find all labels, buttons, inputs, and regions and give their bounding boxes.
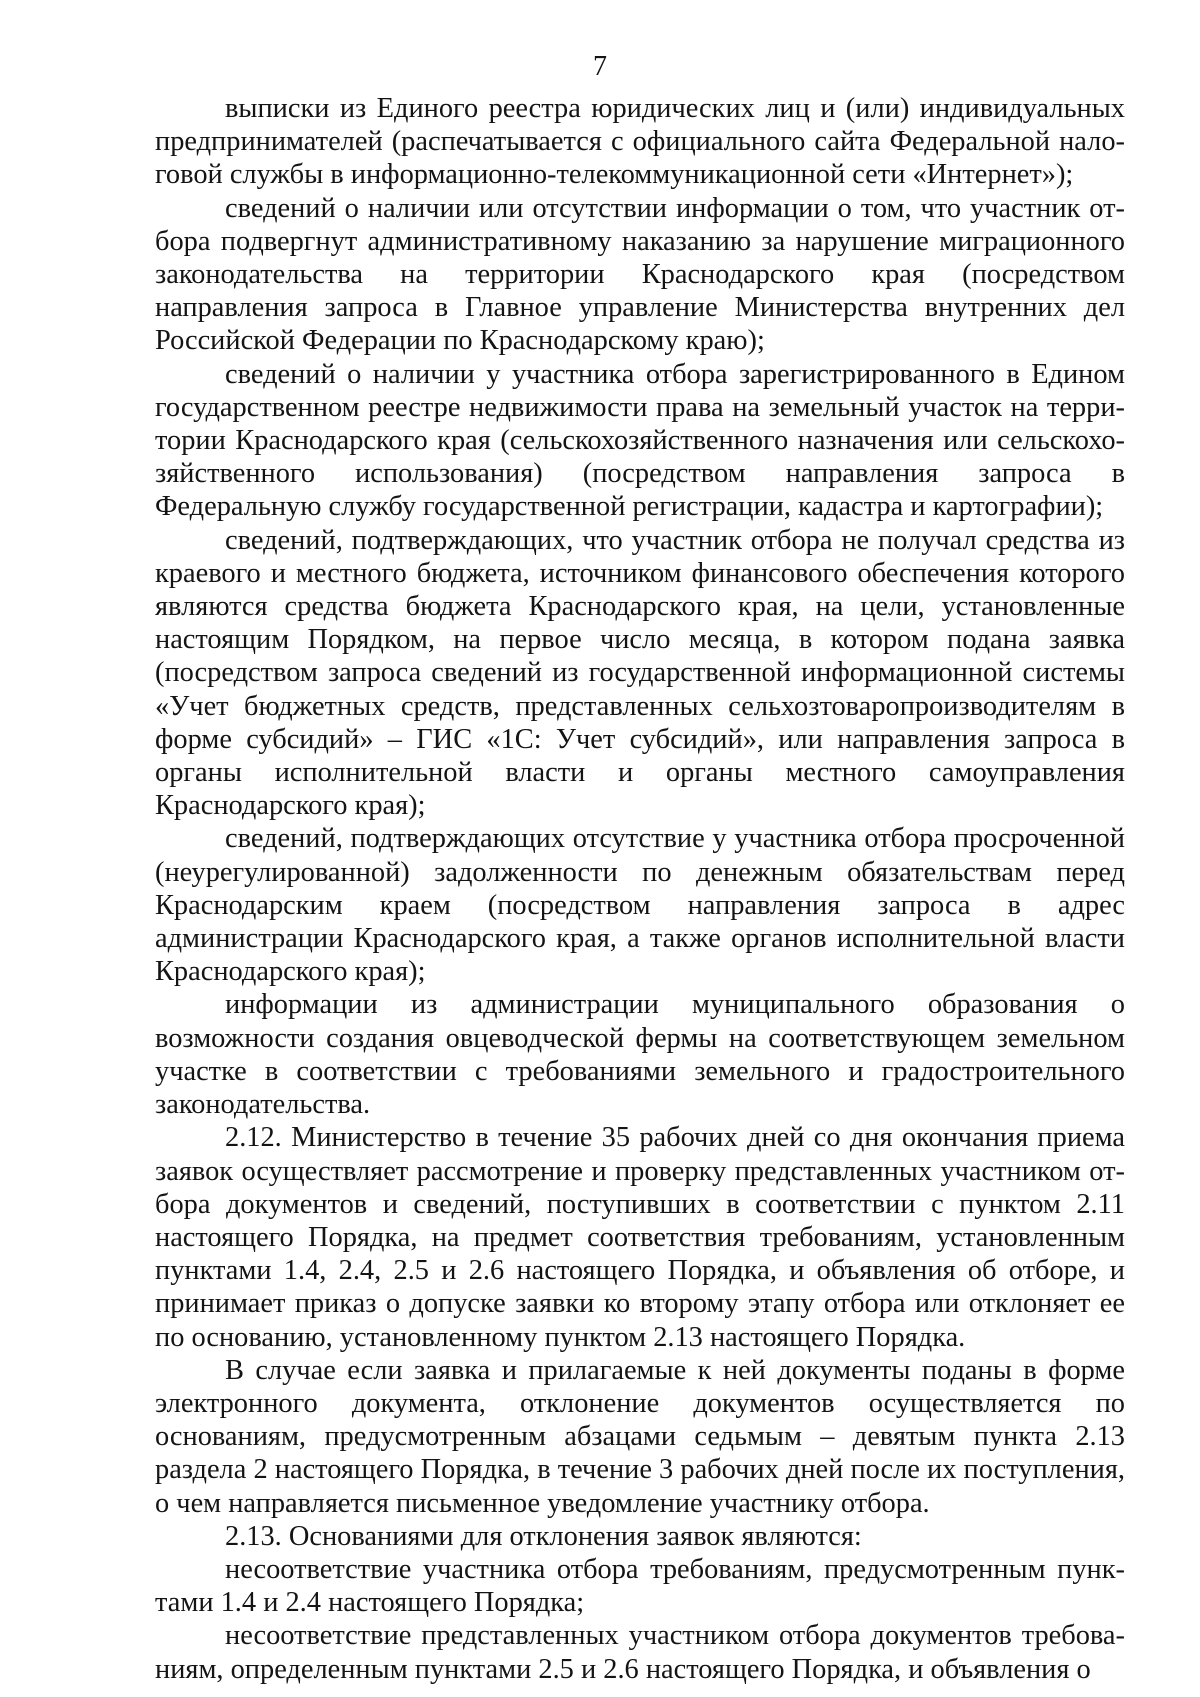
paragraph: сведений, подтверждающих отсутствие у участника отбора просроченной (неурегулированной) задолженности по денежным обязательствам перед Краснодарским краем (посредством направления запроса в адрес администрации Краснодарского края, а также органов исполнительной власти Краснодарского края); <box>155 823 1125 988</box>
page-number: 7 <box>593 51 607 82</box>
paragraph: В случае если заявка и прилагаемые к ней документы поданы в форме электронного документа, отклонение документов осуществляется по основаниям, предусмотренным абзацами седьмым – девятым пункта 2.13 раздела 2 настоящего Порядка, в течение 3 рабочих дней после их поступления, о чем направляется письменное уведомление участнику отбора. <box>155 1354 1125 1519</box>
document-body <box>155 92 1125 1686</box>
paragraph: сведений, подтверждающих, что участник отбора не получал средства из краевого и местного бюджета, источником финансового обеспечения которого являются средства бюджета Краснодарского края, на цели, установленные настоящим Порядком, на первое число месяца, в котором подана заявка (посредством запроса сведений из государственной информационной системы «Учет бюджетных средств, представленных сельхозтоваропроизводителям в форме субсидий» – ГИС «1С: Учет субсидий», или направления запроса в органы исполнительной власти и органы местного самоуправления Краснодарского края); <box>155 524 1125 822</box>
paragraph: несоответствие участника отбора требованиям, предусмотренным пунктами 1.4 и 2.4 настоящего Порядка; <box>155 1553 1125 1619</box>
paragraph: 2.13. Основаниями для отклонения заявок являются: <box>225 1520 862 1552</box>
paragraph: информации из администрации муниципального образования о возможности создания овцеводческой фермы на соответствующем земельном участке в соответствии с требованиями земельного и градостроительного законодательства. <box>155 989 1125 1121</box>
paragraph: несоответствие представленных участником отбора документов требованиям, определенным пунктами 2.5 и 2.6 настоящего Порядка, и объявления о <box>155 1620 1125 1685</box>
paragraph: сведений о наличии у участника отбора зарегистрированного в Едином государственном реестре недвижимости права на земельный участок на территории Краснодарского края (сельскохозяйственного назначения или сельскохозяйственного использования) (посредством направления запроса в Федеральную службу государственной регистрации, кадастра и картографии); <box>155 358 1125 523</box>
paragraph: 2.12. Министерство в течение 35 рабочих дней со дня окончания приема заявок осуществляет рассмотрение и проверку представленных участником отбора документов и сведений, поступивших в соответствии с пунктом 2.11 настоящего Порядка, на предмет соответствия требованиям, установленным пунктами 1.4, 2.4, 2.5 и 2.6 настоящего Порядка, и объявления об отборе, и принимает приказ о допуске заявки ко второму этапу отбора или отклоняет ее по основанию, установленному пунктом 2.13 настоящего Порядка. <box>155 1122 1125 1353</box>
paragraph: сведений о наличии или отсутствии информации о том, что участник отбора подвергнут административному наказанию за нарушение миграционного законодательства на территории Краснодарского края (посредством направления запроса в Главное управление Министерства внутренних дел Российской Федерации по Краснодарскому краю); <box>155 192 1125 357</box>
paragraph: выписки из Единого реестра юридических лиц и (или) индивидуальных предпринимателей (распечатывается с официального сайта Федеральной налоговой службы в информационно-телекоммуникационной сети «Интернет»); <box>155 93 1125 191</box>
